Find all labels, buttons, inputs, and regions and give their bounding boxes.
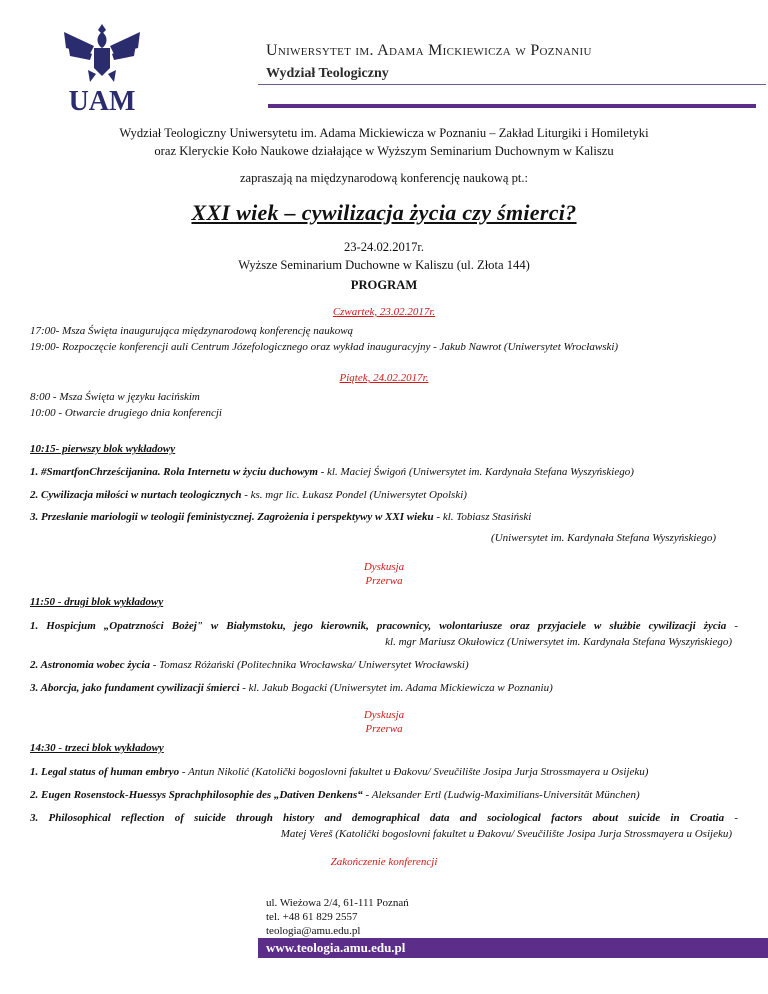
talk-speaker: - Aleksander Ertl (Ludwig-Maximilians-Universität München) — [362, 789, 640, 801]
intro-line-2: oraz Kleryckie Koło Naukowe działające w Wyższym Seminarium Duchownym w Kaliszu — [154, 144, 614, 158]
talk-title: 3. Przesłanie mariologii w teologii feministycznej. Zagrożenia i perspektywy w XXI wieku — [30, 511, 434, 523]
day1-label: Czwartek, 23.02.2017r. — [332, 306, 436, 318]
contact-phone: tel. +48 61 829 2557 — [266, 911, 358, 923]
event-details — [0, 238, 768, 274]
invite-text: zapraszają na międzynarodową konferencję naukową pt.: — [239, 171, 529, 185]
logo-text: UAM — [68, 86, 136, 114]
talk-speaker: - kl. Jakub Bogacki (Uniwersytet im. Adama Mickiewicza w Poznaniu) — [239, 682, 553, 694]
block2-heading: 11:50 - drugi blok wykładowy — [30, 596, 164, 608]
discussion-label: Dyskusja — [363, 709, 405, 721]
talk-affiliation: (Uniwersytet im. Kardynała Stefana Wyszyńskiego) — [491, 532, 716, 544]
talk-title: 3. Philosophical reflection of suicide through history and demographical data and sociological factors about suicide in Croatia — [30, 812, 725, 824]
talk-title: 3. Aborcja, jako fundament cywilizacji śmierci — [30, 682, 240, 694]
talk-speaker: - kl. Maciej Świgoń (Uniwersytet im. Kardynała Stefana Wyszyńskiego) — [317, 466, 634, 478]
event-dates: 23-24.02.2017r. — [343, 240, 425, 254]
header-divider — [258, 84, 766, 85]
university-name: Uniwersytet im. Adama Mickiewicza w Poznaniu — [266, 42, 592, 59]
event-venue: Wyższe Seminarium Duchowne w Kaliszu (ul. Złota 144) — [238, 258, 530, 272]
block3-heading: 14:30 - trzeci blok wykładowy — [30, 742, 164, 754]
program-heading: PROGRAM — [350, 278, 418, 292]
talk-item — [30, 620, 738, 632]
talk-speaker: - ks. mgr lic. Łukasz Pondel (Uniwersytet Opolski) — [241, 489, 467, 501]
website-link[interactable]: www.teologia.amu.edu.pl — [266, 940, 406, 955]
talk-speaker: - — [724, 812, 738, 824]
talk-title: 1. #SmartfonChrześcijanina. Rola Internetu w życiu duchowym — [30, 466, 318, 478]
talk-title: 2. Cywilizacja miłości w nurtach teologicznych — [30, 489, 242, 501]
talk-title: 2. Astronomia wobec życia — [30, 659, 150, 671]
block1-heading: 10:15- pierwszy blok wykładowy — [30, 443, 176, 455]
talk-speaker: - Antun Nikolić (Katolički bogoslovni fakultet u Đakovu/ Sveučilište Josipa Jurja Strossmayera u Osijeku) — [179, 766, 649, 778]
talk-item — [30, 466, 634, 478]
discussion-label: Dyskusja — [363, 561, 405, 573]
talk-item — [30, 682, 553, 694]
day1-item: 17:00- Msza Święta inaugurująca międzynarodową konferencję naukową — [30, 325, 354, 337]
break-label: Przerwa — [365, 723, 403, 735]
contact-info — [266, 896, 409, 938]
day2-label: Piątek, 24.02.2017r. — [339, 372, 429, 384]
talk-item — [30, 659, 469, 671]
talk-affiliation: Matej Vereš (Katolički bogoslovni fakultet u Đakovu/ Sveučilište Josipa Jurja Strossmayera u Osijeku) — [280, 828, 732, 840]
intro-line-1: Wydział Teologiczny Uniwersytetu im. Adama Mickiewicza w Poznaniu – Zakład Liturgiki i Homiletyki — [119, 126, 649, 140]
day1-item: 19:00- Rozpoczęcie konferencji auli Centrum Józefologicznego oraz wykład inauguracyjny - Jakub Nawrot (Uniwersytet Wrocławski) — [30, 341, 619, 353]
talk-item — [30, 511, 531, 523]
talk-affiliation: kl. mgr Mariusz Okułowicz (Uniwersytet im. Kardynała Stefana Wyszyńskiego) — [385, 636, 732, 648]
day2-item: 8:00 - Msza Święta w języku łacińskim — [30, 391, 200, 403]
talk-speaker: - kl. Tobiasz Stasiński — [433, 511, 532, 523]
talk-item — [30, 812, 738, 824]
header-accent-bar — [268, 104, 756, 108]
faculty-name: Wydział Teologiczny — [266, 66, 389, 81]
talk-item — [30, 789, 640, 801]
talk-speaker: - — [726, 620, 739, 632]
intro-text — [0, 124, 768, 160]
conference-title: XXI wiek – cywilizacja życia czy śmierci? — [191, 200, 577, 225]
talk-title: 1. Hospicjum „Opatrzności Bożej" w Białymstoku, jego kierownik, pracownicy, wolontariusze oraz przyjaciele w służbie cywilizacji życia — [30, 620, 727, 632]
talk-item — [30, 766, 648, 778]
uam-eagle-logo — [58, 18, 146, 114]
talk-title: 1. Legal status of human embryo — [30, 766, 180, 778]
contact-address: ul. Wieżowa 2/4, 61-111 Poznań — [266, 897, 409, 909]
footer-bar — [258, 938, 768, 958]
day2-item: 10:00 - Otwarcie drugiego dnia konferencji — [30, 407, 222, 419]
talk-item — [30, 489, 467, 501]
contact-email[interactable]: teologia@amu.edu.pl — [266, 925, 361, 937]
talk-title: 2. Eugen Rosenstock-Huessys Sprachphilosophie des „Dativen Denkens“ — [30, 789, 363, 801]
block2-discussion-break — [0, 708, 768, 736]
block1-discussion-break — [0, 560, 768, 588]
break-label: Przerwa — [365, 575, 403, 587]
talk-speaker: - Tomasz Różański (Politechnika Wrocławska/ Uniwersytet Wrocławski) — [149, 659, 469, 671]
closing-label: Zakończenie konferencji — [330, 856, 438, 868]
